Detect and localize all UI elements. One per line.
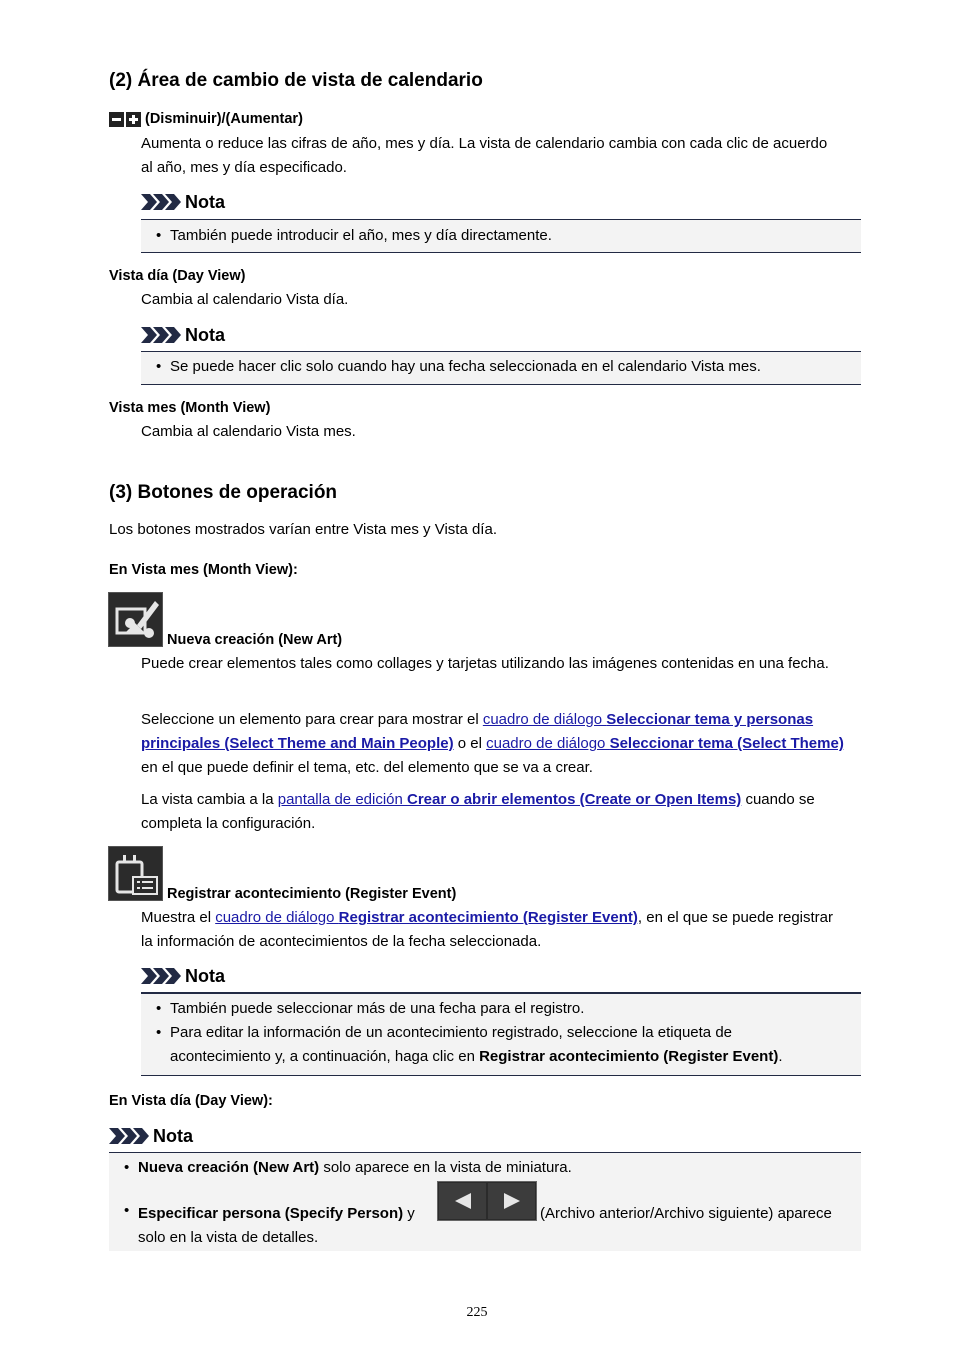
note-label: Nota bbox=[185, 324, 225, 345]
note-label: Nota bbox=[185, 965, 225, 986]
note-item: • También puede seleccionar más de una fecha para el registro. bbox=[156, 1000, 585, 1017]
new-art-icon bbox=[108, 592, 163, 647]
note-arrows-icon bbox=[141, 194, 181, 210]
day-view-heading: En Vista día (Day View): bbox=[109, 1093, 273, 1109]
note-box bbox=[141, 351, 861, 385]
register-event-link[interactable]: cuadro de diálogo Registrar acontecimiento (Register Event) bbox=[215, 909, 638, 926]
note-arrows-icon bbox=[109, 1128, 149, 1144]
note-item: • Nueva creación (New Art) solo aparece en la vista de miniatura. bbox=[124, 1159, 572, 1176]
note-item: • También puede introducir el año, mes y día directamente. bbox=[156, 227, 552, 244]
minus-icon bbox=[109, 112, 124, 127]
register-event-paragraph: Muestra el cuadro de diálogo Registrar acontecimiento (Register Event), en el que se puede registrar la información de acontecimientos de la fecha seleccionada. bbox=[141, 909, 834, 950]
plus-icon bbox=[126, 112, 141, 127]
dec-inc-heading bbox=[109, 111, 303, 127]
select-theme-link[interactable]: cuadro de diálogo Seleccionar tema (Select Theme) bbox=[486, 735, 844, 752]
note-header bbox=[141, 190, 225, 214]
register-event-icon bbox=[108, 846, 163, 901]
section3-intro: Los botones mostrados varían entre Vista mes y Vista día. bbox=[109, 521, 497, 538]
dec-inc-label: (Disminuir)/(Aumentar) bbox=[145, 111, 303, 127]
note-label: Nota bbox=[185, 191, 225, 212]
new-art-label: Nueva creación (New Art) bbox=[167, 632, 343, 648]
note-box bbox=[141, 992, 861, 1076]
section-title-2: (2) Área de cambio de vista de calendario bbox=[109, 70, 483, 91]
note-header bbox=[141, 964, 225, 988]
select-theme-people-link[interactable]: cuadro de diálogo Seleccionar tema y personas principales (Select Theme and Main People) bbox=[141, 711, 814, 752]
day-view-text: Cambia al calendario Vista día. bbox=[141, 291, 349, 308]
new-art-paragraph-3: La vista cambia a la pantalla de edición Crear o abrir elementos (Create or Open Items) cuando se completa la configuración. bbox=[141, 791, 815, 832]
note-header bbox=[109, 1124, 193, 1148]
page-number: 225 bbox=[466, 1305, 488, 1320]
note-arrows-icon bbox=[141, 327, 181, 343]
note-label: Nota bbox=[153, 1125, 193, 1146]
month-view-label: Vista mes (Month View) bbox=[109, 400, 271, 416]
new-art-paragraph-2: Seleccione un elemento para crear para mostrar el cuadro de diálogo Seleccionar tema y personas principales (Select Theme and Main People) o el cuadro de diálogo Seleccionar tema (Select Theme) en el que puede definir el tema, etc. del elemento que se va a crear. bbox=[141, 711, 844, 776]
note-header bbox=[141, 323, 225, 347]
dec-inc-text: Aumenta o reduce las cifras de año, mes y día. La vista de calendario cambia con cada clic de acuerdo al año, mes y día especificado. bbox=[141, 135, 828, 176]
month-view-heading: En Vista mes (Month View): bbox=[109, 562, 298, 578]
note-box: • Nueva creación (New Art) solo aparece en la vista de miniatura. • Especificar persona (Specify Person) y (Archivo anterior/Archivo siguiente) aparece solo en la vista de detalles. bbox=[109, 1152, 861, 1251]
month-view-text: Cambia al calendario Vista mes. bbox=[141, 423, 356, 440]
note-item: • Se puede hacer clic solo cuando hay una fecha seleccionada en el calendario Vista mes. bbox=[156, 358, 761, 375]
register-event-label: Registrar acontecimiento (Register Event) bbox=[167, 886, 457, 902]
note-item-continuation: (Archivo anterior/Archivo siguiente) aparece solo en la vista de detalles. bbox=[138, 1205, 832, 1246]
note-item: Especificar persona (Specify Person) y bbox=[138, 1205, 415, 1222]
day-view-label: Vista día (Day View) bbox=[109, 268, 246, 284]
create-open-items-link[interactable]: pantalla de edición Crear o abrir elementos (Create or Open Items) bbox=[277, 791, 742, 808]
note-arrows-icon bbox=[141, 968, 181, 984]
note-item: • Para editar la información de un acontecimiento registrado, seleccione la etiqueta de acontecimiento y, a continuación, haga clic en Registrar acontecimiento (Register Event). bbox=[156, 1024, 783, 1065]
section-title-3: (3) Botones de operación bbox=[109, 482, 338, 503]
note-box bbox=[141, 219, 861, 253]
new-art-text: Puede crear elementos tales como collages y tarjetas utilizando las imágenes contenidas en una fecha. bbox=[141, 655, 829, 672]
